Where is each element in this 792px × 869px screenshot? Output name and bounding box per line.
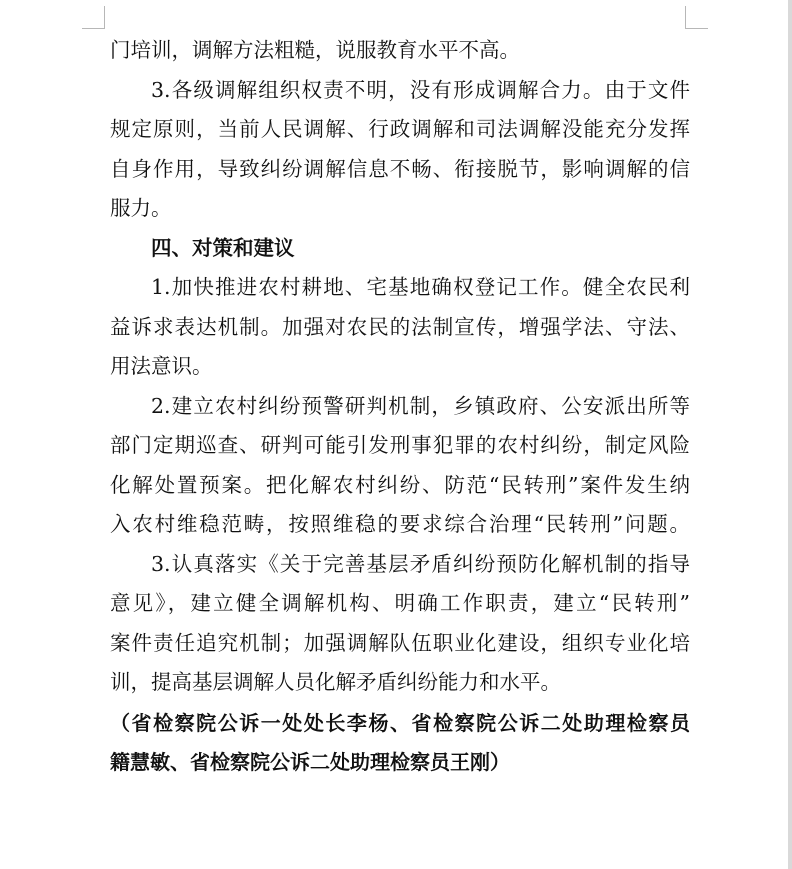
paragraph-line: 2.建立农村纠纷预警研判机制，乡镇政府、公安派出所等 (151, 393, 690, 418)
window-right-edge (788, 0, 792, 869)
paragraph-line: 服力。 (110, 196, 172, 220)
page-corner-mark-left (82, 6, 105, 29)
paragraph-line: 训，提高基层调解人员化解矛盾纠纷能力和水平。 (110, 670, 561, 694)
paragraph-line: 化解处置预案。把化解农村纠纷、防范“民转刑”案件发生纳 (110, 472, 690, 497)
page-corner-mark-right (685, 6, 708, 29)
document-body (110, 31, 690, 703)
section-heading: 四、对策和建议 (151, 235, 295, 260)
paragraph-line: 用法意识。 (110, 354, 213, 378)
paragraph-line: 门培训，调解方法粗糙，说服教育水平不高。 (110, 38, 520, 62)
author-signature (110, 704, 690, 782)
signature-line: 籍慧敏、省检察院公诉二处助理检察员王刚） (110, 750, 510, 774)
paragraph-line: 意见》，建立健全调解机构、明确工作职责，建立“民转刑” (110, 591, 690, 615)
paragraph-line: 案件责任追究机制；加强调解队伍职业化建设，组织专业化培 (110, 630, 690, 655)
signature-line: （省检察院公诉一处处长李杨、省检察院公诉二处助理检察员 (110, 711, 690, 735)
paragraph-line: 部门定期巡查、研判可能引发刑事犯罪的农村纠纷，制定风险 (110, 433, 690, 457)
paragraph-line: 自身作用，导致纠纷调解信息不畅、衔接脱节，影响调解的信 (110, 156, 690, 181)
paragraph-line: 3.各级调解组织权责不明，没有形成调解合力。由于文件 (151, 77, 690, 102)
paragraph-line: 规定原则，当前人民调解、行政调解和司法调解没能充分发挥 (110, 117, 690, 141)
paragraph-line: 益诉求表达机制。加强对农民的法制宣传，增强学法、守法、 (110, 314, 690, 339)
paragraph-line: 1.加快推进农村耕地、宅基地确权登记工作。健全农民利 (151, 275, 690, 299)
paragraph-line: 入农村维稳范畴，按照维稳的要求综合治理“民转刑”问题。 (110, 512, 690, 536)
paragraph-line: 3.认真落实《关于完善基层矛盾纠纷预防化解机制的指导 (151, 551, 690, 576)
